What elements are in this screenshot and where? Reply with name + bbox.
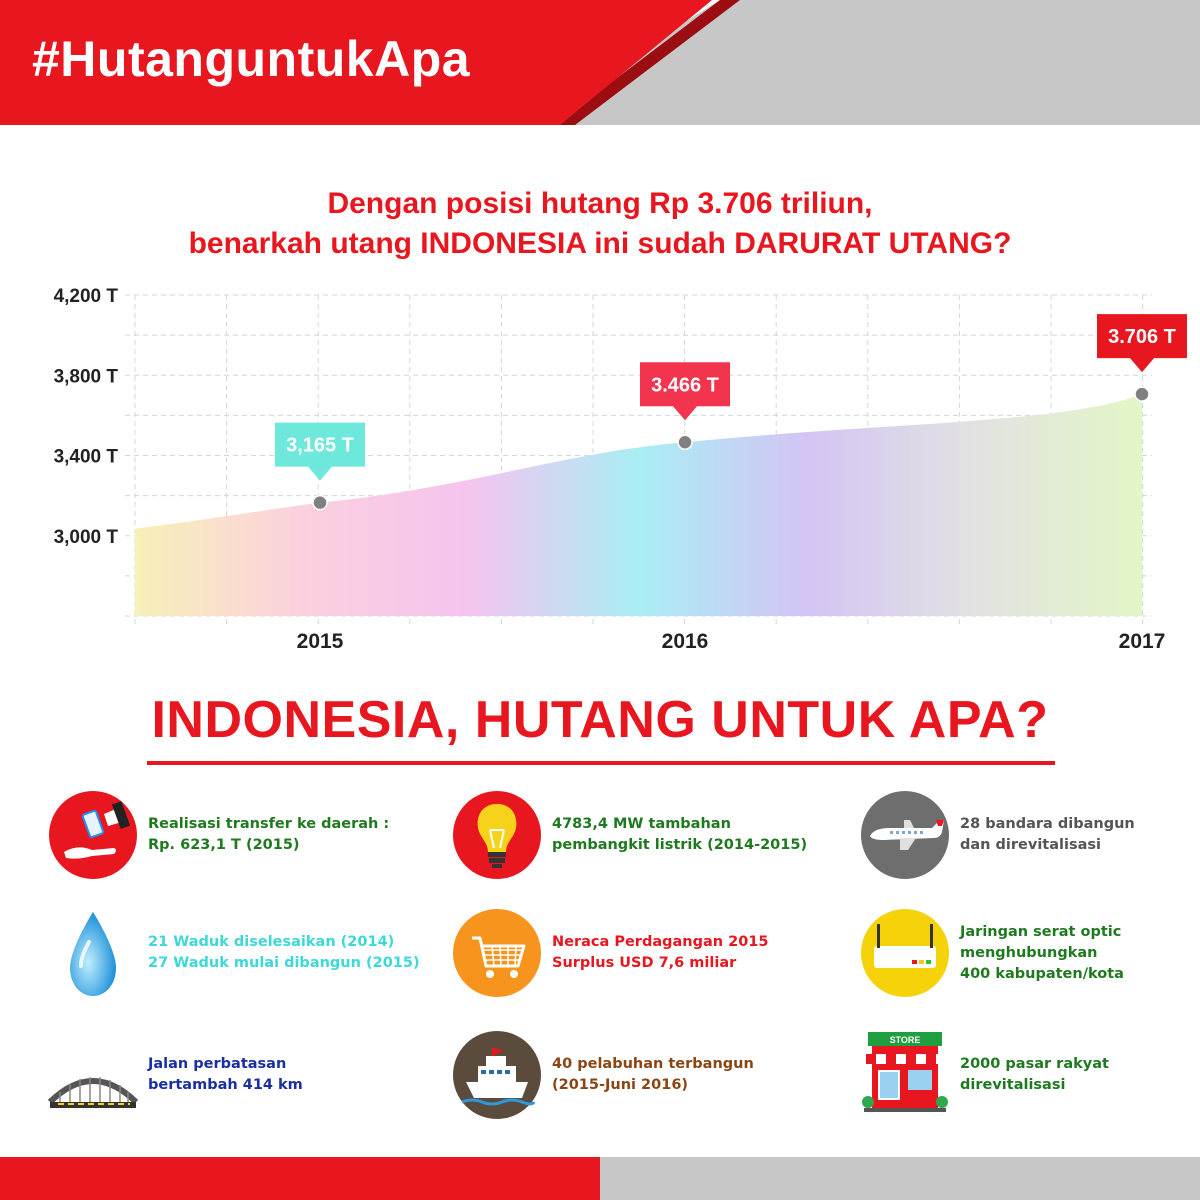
bridge-road-icon [48,1030,138,1120]
airplane-icon [860,790,950,880]
router-icon [860,908,950,998]
benefit-text [148,908,448,998]
data-point [1135,387,1149,401]
benefit-text [552,790,852,880]
benefit-item [48,790,448,880]
benefit-item [452,1030,852,1120]
y-tick-label: 3,400 T [53,446,118,468]
footer-bar [0,1157,1200,1200]
store-sign-text: STORE [889,1035,921,1045]
benefit-item [452,908,852,998]
x-tick-label: 2016 [661,630,709,653]
lightbulb-icon [452,790,542,880]
y-tick-label: 3,800 T [53,366,118,388]
benefit-text-line: direvitalisasi [960,1077,1066,1093]
benefit-text-line: Realisasi transfer ke daerah : [148,816,390,832]
benefit-text [148,1030,448,1120]
benefit-text-line: pembangkit listrik (2014-2015) [552,837,808,853]
benefit-text-line: 21 Waduk diselesaikan (2014) [148,934,395,950]
benefit-text-line: menghubungkan [960,944,1098,961]
benefit-text-line: bertambah 414 km [148,1077,303,1093]
benefit-text [148,790,448,880]
benefit-text [552,908,852,998]
data-label-text: 3.466 T [651,374,719,397]
data-point [313,496,327,510]
benefit-text-line: Jaringan serat optic [960,923,1122,940]
benefit-text-line: dan direvitalisasi [960,837,1101,853]
section-underline [147,761,1055,765]
benefit-text [552,1030,852,1120]
x-tick-label: 2017 [1118,630,1166,653]
benefit-text-line: 2000 pasar rakyat [960,1056,1109,1072]
hand-money-icon [48,790,138,880]
data-label [275,423,365,481]
benefit-item [860,790,1200,880]
ship-icon [452,1030,542,1120]
headline-line-2: benarkah utang INDONESIA ini sudah DARURAT UTANG? [188,227,1012,260]
benefit-text-line: Surplus USD 7,6 miliar [552,955,737,971]
benefit-text [960,1030,1200,1120]
data-label [640,362,730,420]
benefit-text-line: 400 kabupaten/kota [960,965,1124,982]
benefit-item [860,908,1200,998]
benefit-text-line: Jalan perbatasan [148,1056,287,1072]
benefit-item [860,1030,1200,1120]
hashtag-title: #HutanguntukApa [32,31,471,87]
headline [0,184,1200,264]
data-point [678,435,692,449]
benefit-text-line: 28 bandara dibangun [960,816,1135,832]
section-title: INDONESIA, HUTANG UNTUK APA? [151,691,1049,749]
y-tick-label: 4,200 T [53,286,118,307]
benefit-item [48,908,448,998]
debt-area-chart [0,270,1200,670]
benefit-text-line: 4783,4 MW tambahan [552,816,731,832]
x-tick-label: 2015 [296,630,344,653]
benefit-item [452,790,852,880]
benefit-text-line: Neraca Perdagangan 2015 [552,934,769,950]
headline-line-1: Dengan posisi hutang Rp 3.706 triliun, [327,187,873,220]
store-icon [860,1030,950,1120]
data-label-text: 3.706 T [1108,326,1176,349]
data-label [1097,314,1187,372]
benefit-text [960,790,1200,880]
water-drop-icon [48,908,138,998]
benefit-text-line: 40 pelabuhan terbangun [552,1056,754,1072]
benefit-text [960,908,1200,998]
benefit-text-line: (2015-Juni 2016) [552,1077,689,1093]
benefit-item [48,1030,448,1120]
y-tick-label: 3,000 T [53,526,118,548]
shopping-cart-icon [452,908,542,998]
benefit-text-line: Rp. 623,1 T (2015) [148,837,300,853]
benefit-text-line: 27 Waduk mulai dibangun (2015) [148,955,420,971]
data-label-text: 3,165 T [286,434,354,457]
